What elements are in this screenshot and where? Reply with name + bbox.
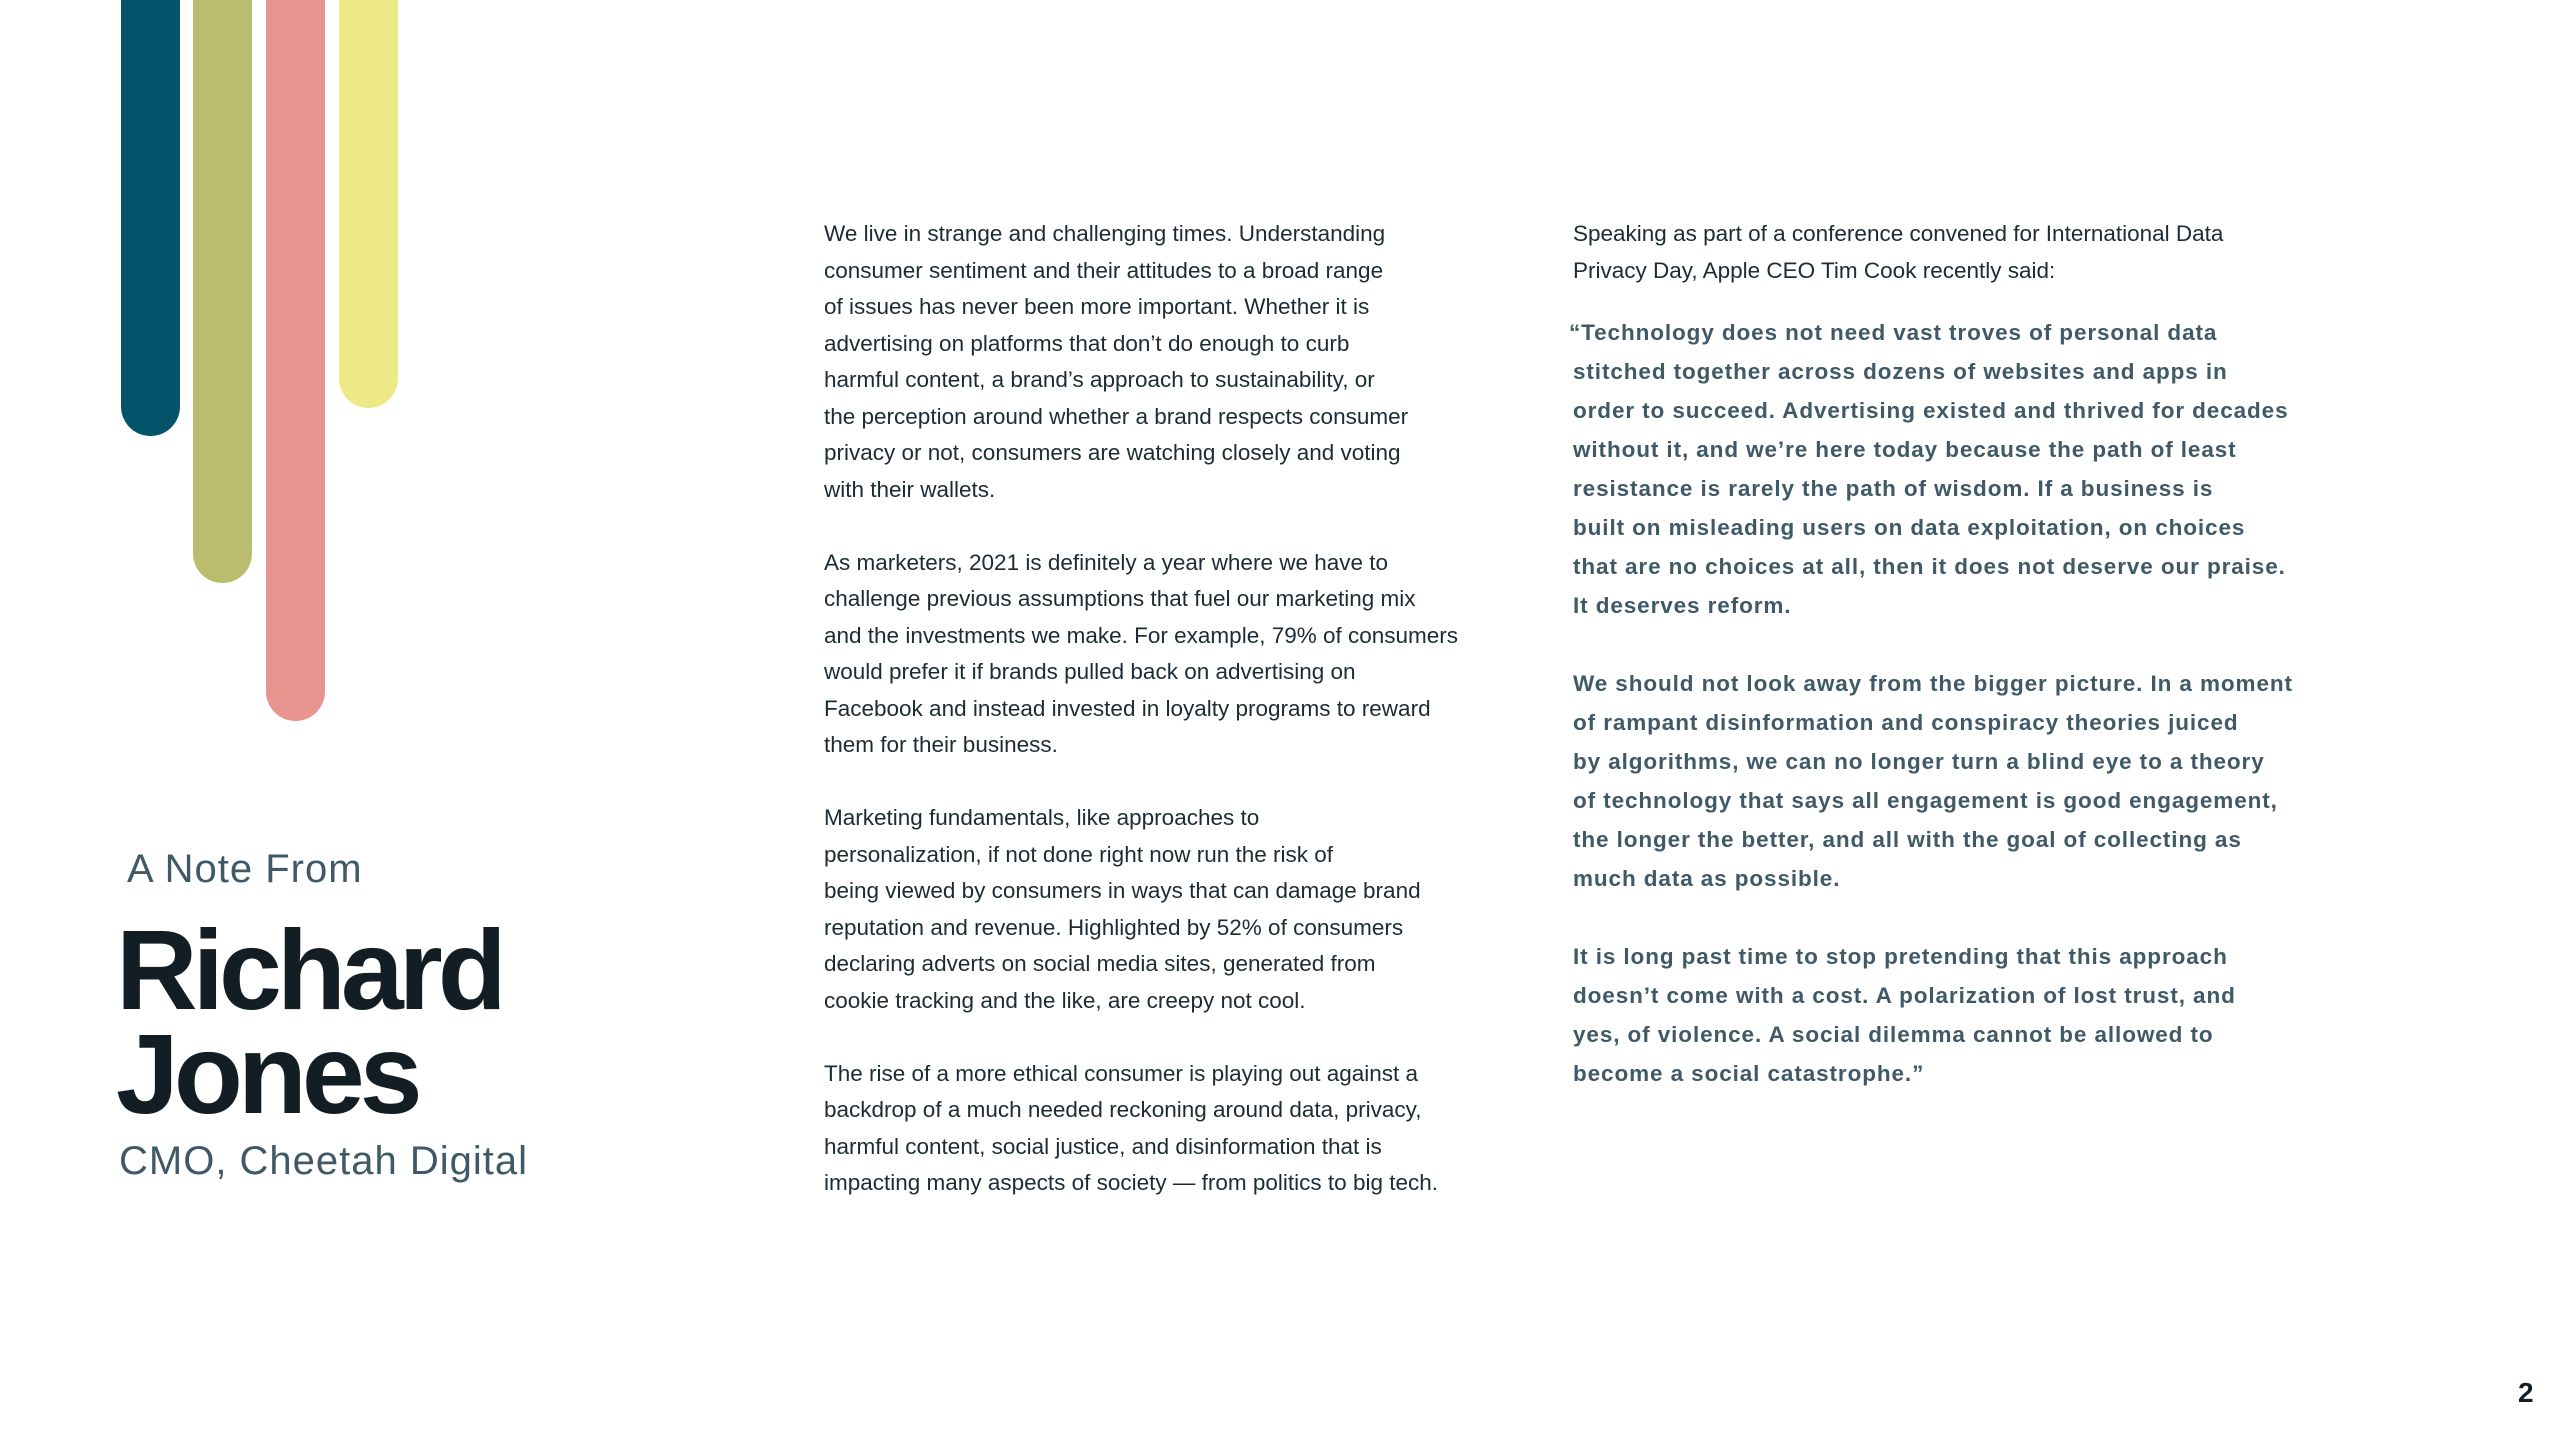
text-line: would prefer it if brands pulled back on advertising on: [824, 659, 1356, 684]
text-line: declaring adverts on social media sites, generated from: [824, 951, 1376, 976]
text-line: without it, and we’re here today because the path of least: [1573, 437, 2237, 462]
text-line: “Technology does not need vast troves of personal data: [1569, 320, 2218, 345]
text-line: yes, of violence. A social dilemma cannot be allowed to: [1573, 1022, 2214, 1047]
text-line: Facebook and instead invested in loyalty programs to reward: [824, 695, 1431, 721]
body-paragraph-2: [824, 545, 1544, 764]
text-line: harmful content, social justice, and disinformation that is: [824, 1133, 1382, 1159]
text-line: built on misleading users on data exploitation, on choices: [1573, 515, 2246, 540]
text-line: the perception around whether a brand respects consumer: [824, 403, 1409, 429]
text-line: being viewed by consumers in ways that can damage brand: [824, 878, 1421, 903]
text-line: Speaking as part of a conference convened for International Data: [1573, 221, 2224, 246]
text-line: cookie tracking and the like, are creepy not cool.: [824, 987, 1306, 1013]
note-eyebrow: A Note From: [127, 847, 363, 891]
text-line: advertising on platforms that don’t do enough to curb: [824, 330, 1350, 356]
quote-paragraph-3: [1573, 937, 2393, 1093]
text-line: them for their business.: [824, 732, 1058, 757]
text-line: of technology that says all engagement is good engagement,: [1573, 788, 2278, 813]
decorative-stripe-teal: [121, 0, 180, 436]
body-column-right: [1569, 216, 2393, 1132]
text-line: that are no choices at all, then it does not deserve our praise.: [1573, 554, 2286, 579]
text-line: of issues has never been more important. Whether it is: [824, 294, 1370, 319]
body-paragraph-4: [824, 1056, 1544, 1202]
text-line: We should not look away from the bigger picture. In a moment: [1573, 671, 2293, 696]
body-column-left: [824, 216, 1544, 1238]
text-line: resistance is rarely the path of wisdom. If a business is: [1573, 476, 2214, 501]
page-number: 2: [2518, 1377, 2534, 1408]
text-line: impacting many aspects of society — from politics to big tech.: [824, 1170, 1439, 1195]
text-line: consumer sentiment and their attitudes to a broad range: [824, 257, 1384, 283]
text-line: stitched together across dozens of websites and apps in: [1573, 359, 2228, 384]
author-first-name: Richard: [116, 907, 502, 1033]
text-line: the longer the better, and all with the goal of collecting as: [1573, 827, 2242, 852]
text-line: reputation and revenue. Highlighted by 52% of consumers: [824, 914, 1404, 940]
text-line: by algorithms, we can no longer turn a blind eye to a theory: [1573, 749, 2265, 774]
text-line: much data as possible.: [1573, 866, 1841, 891]
text-line: As marketers, 2021 is definitely a year where we have to: [824, 549, 1389, 575]
text-line: Privacy Day, Apple CEO Tim Cook recently said:: [1573, 257, 2056, 283]
text-line: with their wallets.: [824, 476, 996, 502]
text-line: order to succeed. Advertising existed and thrived for decades: [1573, 398, 2289, 423]
quote-paragraph-1: [1569, 313, 2393, 625]
text-line: and the investments we make. For example, 79% of consumers: [824, 622, 1459, 648]
text-line: of rampant disinformation and conspiracy theories juiced: [1573, 710, 2239, 735]
text-line: personalization, if not done right now run the risk of: [824, 841, 1334, 867]
author-role: CMO, Cheetah Digital: [119, 1139, 529, 1183]
text-line: challenge previous assumptions that fuel our marketing mix: [824, 586, 1416, 611]
text-line: Marketing fundamentals, like approaches to: [824, 805, 1260, 830]
decorative-stripe-olive: [193, 0, 252, 583]
decorative-stripe-pink: [266, 0, 325, 721]
pull-quote: [1569, 313, 2393, 1093]
text-line: privacy or not, consumers are watching closely and voting: [824, 440, 1401, 465]
text-line: doesn’t come with a cost. A polarization of lost trust, and: [1573, 983, 2236, 1008]
text-line: harmful content, a brand’s approach to sustainability, or: [824, 367, 1375, 392]
author-last-name: Jones: [116, 1011, 418, 1137]
author-name: [116, 907, 716, 1137]
quote-paragraph-2: [1573, 664, 2393, 898]
text-line: backdrop of a much needed reckoning around data, privacy,: [824, 1097, 1422, 1122]
text-line: We live in strange and challenging times. Understanding: [824, 221, 1386, 246]
decorative-stripe-yellow: [339, 0, 398, 408]
text-line: It deserves reform.: [1573, 593, 1792, 618]
text-line: The rise of a more ethical consumer is playing out against a: [824, 1060, 1419, 1086]
body-paragraph-3: [824, 800, 1544, 1019]
text-line: become a social catastrophe.”: [1573, 1061, 1925, 1086]
body-paragraph-1: [824, 216, 1544, 508]
quote-intro: [1573, 216, 2393, 289]
text-line: It is long past time to stop pretending that this approach: [1573, 944, 2228, 969]
